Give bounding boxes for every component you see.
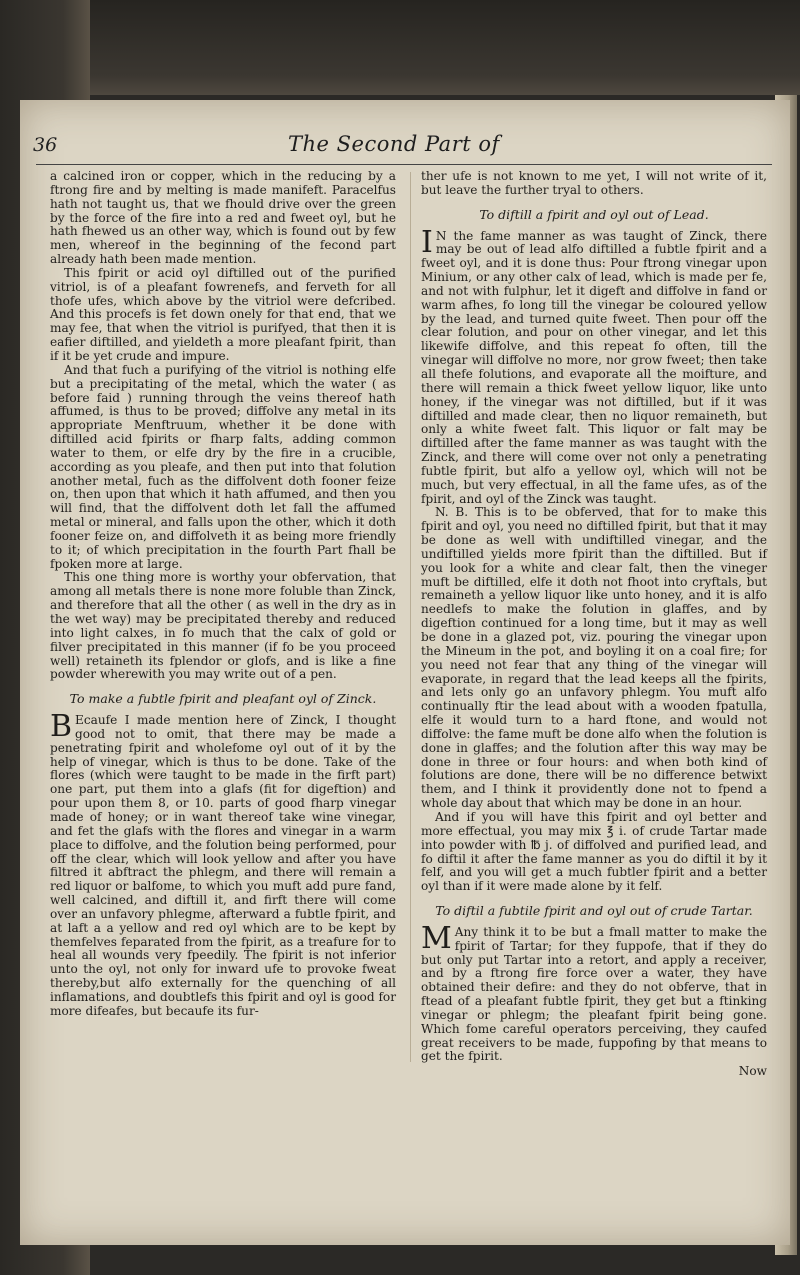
left-column [50, 170, 396, 1019]
paragraph: ther ufe is not known to me yet, I will not write of it, but leave the further tryal to others. [421, 169, 767, 197]
page-number: 36 [33, 134, 58, 156]
drop-capital: M [421, 920, 452, 956]
column-gutter [410, 172, 411, 1062]
paragraph: This one thing more is worthy your obfervation, that among all metals there is none more foluble than Zinck, and therefore that all the other ( as well in the dry as in the wet way) may be precipitated thereby and reduced into light calxes, in fo much that the calx of gold or filver precipitated in this manner (if fo be you proceed well) retaineth its fplendor or glofs, and is like a fine powder wherewith you may write out of a pen. [50, 570, 396, 682]
section-paragraph-lead [421, 224, 767, 507]
section-text: N the fame manner as was taught of Zinck, there may be out of lead alfo diftilled a fubtle fpirit and a fweet oyl, and it is done thus: Pour ftrong vinegar upon Minium, or any other calx of lead, which is made per fe, and not with fulphur, let it digeft and diffolve in fand or warm afhes, fo long till the vinegar be coloured yellow by the lead, and turned quite fweet. Then pour off the clear folution, and pour on other vinegar, and let this likewife diffolve, and this repeat fo often, till the vinegar will diffolve no more, nor grow fweet; then take all thefe folutions, and evaporate all the moifture, and there will remain a thick fweet yellow liquor, like unto honey, if the vinegar was not diftilled, but if it was diftilled and made clear, then no liquor remaineth, but only a white fweet falt. This liquor or falt may be diftilled after the fame manner as was taught with the Zinck, and there will come over not only a penetrating fubtle fpirit, but alfo a yellow oyl, which will not be much, but very effectual, in all the fame ufes, as of the fpirit, and oyl of the Zinck was taught. [421, 228, 767, 506]
section-paragraph-tartar [421, 920, 767, 1064]
paragraph: This fpirit or acid oyl diftilled out of the purified vitriol, is of a pleafant fowrenefs, and ferveth for all thofe ufes, which above by the vitriol were defcribed. And this procefs is fet down onely for that end, that we may fee, that when the vitriol is purifyed, that then it is eafier diftilled, and yieldeth a more pleafant fpirit, than if it be yet crude and impure. [50, 265, 396, 363]
running-title: The Second Part of [288, 132, 500, 156]
section-paragraph-zinck [50, 709, 396, 1019]
paragraph: And that fuch a purifying of the vitriol is nothing elfe but a precipitating of the metal, which the water ( as before faid ) running through the veins thereof hath affumed, is thus to be proved; diffolve any metal in its appropriate Menftruum, whether it be done with diftilled acid fpirits or fharp falts, adding common water to them, or elfe dry by the fire in a crucible, according as you pleafe, and then put into that folution another metal, fuch as the diffolvent doth fooner feize on, then upon that which it hath affumed, and then you will find, that the diffolvent doth let fall the affumed metal or mineral, and falls upon the other, which it doth fooner feize on, and diffolveth it as being more friendly to it; of which precipitation in the fourth Part fhall be fpoken more at large. [50, 362, 396, 571]
page-header [33, 132, 773, 164]
right-column [421, 170, 767, 1079]
section-heading-zinck: To make a fubtle fpirit and pleafant oyl of Zinck. [69, 691, 377, 707]
drop-capital: B [50, 709, 73, 745]
section-text: Any think it to be but a fmall matter to make the fpirit of Tartar; for they fuppofe, that if they do but only put Tartar into a retort, and apply a receiver, and by a ftrong fire force over a water, they have obtained their defire: and they do not obferve, that in ftead of a pleafant fubtle fpirit, they get but a ftinking vinegar or phlegm; the pleafant fpirit being gone. Which fome careful operators perceiving, they caufed great receivers to be made, fuppofing by that means to get the fpirit. [421, 924, 767, 1064]
paragraph: And if you will have this fpirit and oyl better and more effectual, you may mix ℥ i. of crude Tartar made into powder with ℔ j. of diffolved and purified lead, and fo diftil it after the fame manner as you do diftil it by it felf, and you will get a much fubtler fpirit and a better oyl than if it were made alone by it felf. [421, 809, 767, 894]
header-rule [36, 164, 772, 165]
section-heading-tartar: To diftil a fubtile fpirit and oyl out of crude Tartar. [435, 903, 753, 919]
section-text: Ecaufe I made mention here of Zinck, I thought good not to omit, that there may be made a penetrating fpirit and wholefome oyl out of it by the help of vinegar, which is thus to be done. Take of the flores (which were taught to be made in the firft part) one part, put them into a glafs (fit for digeftion) and pour upon them 8, or 10. parts of good fharp vinegar made of honey; or in want thereof take wine vinegar, and fet the glafs with the flores and vinegar in a warm place to diffolve, and the folution being performed, pour off the clear, which will look yellow and after you have filtred it abftract the phlegm, and there will remain a red liquor or balfome, to which you muft add pure fand, well calcined, and diftill it, and firft there will come over an unfavory phlegme, afterward a fubtle fpirit, and at laft a a yellow and red oyl which are to be kept by themfelves feparated from the fpirit, as a treafure for to heal all wounds very fpeedily. The fpirit is not inferior unto the oyl, not only for inward ufe to provoke fweat thereby,but alfo externally for the quenching of all inflamations, and doubtlefs this fpirit and oyl is good for more difeafes, but becaufe its fur- [50, 713, 396, 1018]
scan-background-top [0, 0, 800, 95]
nota-bene-paragraph: N. B. This is to be obferved, that for to make this fpirit and oyl, you need no diftilled fpirit, but that it may be done as well with undiftilled vinegar, and the undiftilled yields more fpirit than the diftilled. But if you look for a white and clear falt, then the vineger muft be diftilled, elfe it doth not fhoot into cryftals, but remaineth a yellow liquor like unto honey, and it is alfo needlefs to make the folution in glaffes, and by digeftion continued for a long time, but it may as well be done in a glazed pot, viz. pouring the vinegar upon the Mineum in the pot, and boyling it on a coal fire; for you need not fear that any thing of the vinegar will evaporate, in regard that the lead keeps all the fpirits, and lets only go an unfavory phlegm. You muft alfo continually ftir the lead about with a wooden fpatulla, elfe it would turn to a hard ftone, and would not diffolve: the fame muft be done alfo when the folution is done in glaffes; and the folution after this way may be done in three or four hours: and when both kind of folutions are done, there will be no difference betwixt them, and I think it providently done not to fpend a whole day about that which may be done in an hour. [421, 505, 767, 811]
drop-capital: I [421, 224, 433, 260]
catchword: Now [738, 1064, 767, 1079]
paragraph: a calcined iron or copper, which in the reducing by a ftrong fire and by melting is made manifeft. Paracelfus hath not taught us, that we fhould drive over the green by the force of the fire into a red and fweet oyl, but he hath fhewed us an other way, which is found out by few men, whereof in the beginning of the fecond part already hath been made mention. [50, 169, 396, 267]
section-heading-lead: To diftill a fpirit and oyl out of Lead. [479, 206, 709, 222]
